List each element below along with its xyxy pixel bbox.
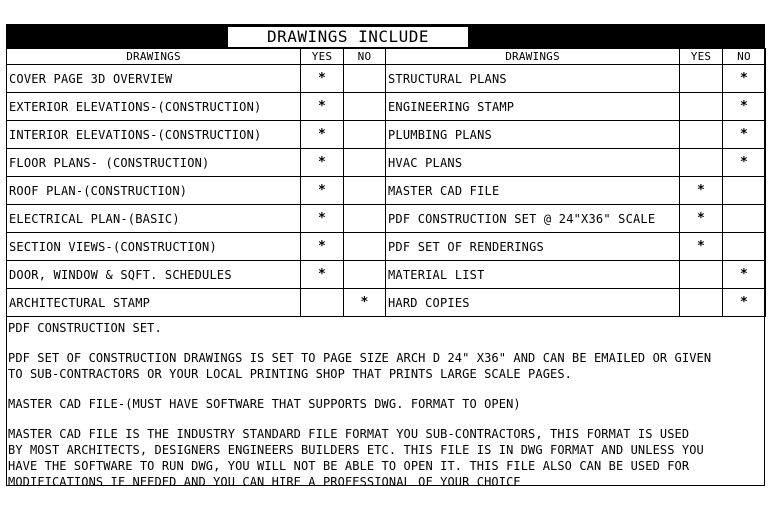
right-yes-mark <box>680 93 723 121</box>
left-drawing-name: ELECTRICAL PLAN-(BASIC) <box>7 205 301 233</box>
right-no-mark: * <box>723 289 766 317</box>
right-yes-mark: * <box>680 205 723 233</box>
right-yes-mark: * <box>680 177 723 205</box>
right-drawing-name: STRUCTURAL PLANS <box>386 65 680 93</box>
right-no-mark: * <box>723 149 766 177</box>
right-no-mark: * <box>723 121 766 149</box>
left-drawing-name: EXTERIOR ELEVATIONS-(CONSTRUCTION) <box>7 93 301 121</box>
header-right-yes: YES <box>680 49 723 65</box>
left-no-mark <box>344 121 386 149</box>
right-no-mark <box>723 233 766 261</box>
right-drawing-name: MATERIAL LIST <box>386 261 680 289</box>
cad-file-description-line-4: MODIFICATIONS IF NEEDED AND YOU CAN HIRE A PROFESSIONAL OF YOUR CHOICE <box>8 475 521 489</box>
pdf-set-description-line-2: TO SUB-CONTRACTORS OR YOUR LOCAL PRINTING SHOP THAT PRINTS LARGE SCALE PAGES. <box>8 367 572 381</box>
header-right-no: NO <box>723 49 766 65</box>
right-yes-mark <box>680 149 723 177</box>
left-no-mark: * <box>344 289 386 317</box>
left-yes-mark: * <box>301 65 344 93</box>
left-no-mark <box>344 205 386 233</box>
right-no-mark: * <box>723 261 766 289</box>
left-yes-mark: * <box>301 177 344 205</box>
left-drawing-name: COVER PAGE 3D OVERVIEW <box>7 65 301 93</box>
drawings-table <box>6 48 766 317</box>
left-drawing-name: INTERIOR ELEVATIONS-(CONSTRUCTION) <box>7 121 301 149</box>
table-row <box>7 289 766 317</box>
cad-file-description-line-3: HAVE THE SOFTWARE TO RUN DWG, YOU WILL NOT BE ABLE TO OPEN IT. THIS FILE ALSO CAN BE USED FOR <box>8 459 690 473</box>
table-row <box>7 149 766 177</box>
left-yes-mark <box>301 289 344 317</box>
left-drawing-name: ARCHITECTURAL STAMP <box>7 289 301 317</box>
table-row <box>7 65 766 93</box>
left-drawing-name: ROOF PLAN-(CONSTRUCTION) <box>7 177 301 205</box>
right-drawing-name: HVAC PLANS <box>386 149 680 177</box>
header-left-drawings: DRAWINGS <box>7 49 301 65</box>
table-row <box>7 261 766 289</box>
table-row <box>7 205 766 233</box>
left-yes-mark: * <box>301 233 344 261</box>
left-yes-mark: * <box>301 261 344 289</box>
right-drawing-name: HARD COPIES <box>386 289 680 317</box>
cad-file-heading: MASTER CAD FILE-(MUST HAVE SOFTWARE THAT SUPPORTS DWG. FORMAT TO OPEN) <box>8 397 521 411</box>
page-title: DRAWINGS INCLUDE <box>228 27 468 47</box>
left-yes-mark: * <box>301 121 344 149</box>
right-no-mark <box>723 177 766 205</box>
right-drawing-name: PDF CONSTRUCTION SET @ 24"X36" SCALE <box>386 205 680 233</box>
right-drawing-name: ENGINEERING STAMP <box>386 93 680 121</box>
pdf-set-description-line-1: PDF SET OF CONSTRUCTION DRAWINGS IS SET TO PAGE SIZE ARCH D 24" X36" AND CAN BE EMAILED OR GIVEN <box>8 351 712 365</box>
left-drawing-name: SECTION VIEWS-(CONSTRUCTION) <box>7 233 301 261</box>
right-drawing-name: MASTER CAD FILE <box>386 177 680 205</box>
right-yes-mark <box>680 65 723 93</box>
left-no-mark <box>344 233 386 261</box>
pdf-set-heading: PDF CONSTRUCTION SET. <box>8 321 162 335</box>
right-yes-mark <box>680 289 723 317</box>
left-drawing-name: DOOR, WINDOW & SQFT. SCHEDULES <box>7 261 301 289</box>
header-left-no: NO <box>344 49 386 65</box>
right-drawing-name: PDF SET OF RENDERINGS <box>386 233 680 261</box>
left-yes-mark: * <box>301 205 344 233</box>
header-left-yes: YES <box>301 49 344 65</box>
cad-file-description-line-2: BY MOST ARCHITECTS, DESIGNERS ENGINEERS BUILDERS ETC. THIS FILE IS IN DWG FORMAT AND UNLESS YOU <box>8 443 704 457</box>
left-yes-mark: * <box>301 149 344 177</box>
right-yes-mark <box>680 261 723 289</box>
right-yes-mark: * <box>680 233 723 261</box>
left-no-mark <box>344 261 386 289</box>
right-no-mark: * <box>723 65 766 93</box>
table-row <box>7 93 766 121</box>
left-drawing-name: FLOOR PLANS- (CONSTRUCTION) <box>7 149 301 177</box>
left-no-mark <box>344 93 386 121</box>
table-row <box>7 233 766 261</box>
table-header-row <box>7 49 766 65</box>
table-row <box>7 177 766 205</box>
right-drawing-name: PLUMBING PLANS <box>386 121 680 149</box>
right-no-mark: * <box>723 93 766 121</box>
right-no-mark <box>723 205 766 233</box>
notes-section <box>8 320 763 490</box>
left-no-mark <box>344 177 386 205</box>
table-row <box>7 121 766 149</box>
left-no-mark <box>344 149 386 177</box>
header-right-drawings: DRAWINGS <box>386 49 680 65</box>
left-yes-mark: * <box>301 93 344 121</box>
cad-file-description-line-1: MASTER CAD FILE IS THE INDUSTRY STANDARD FILE FORMAT YOU SUB-CONTRACTORS, THIS FORMAT IS USED <box>8 427 690 441</box>
left-no-mark <box>344 65 386 93</box>
right-yes-mark <box>680 121 723 149</box>
